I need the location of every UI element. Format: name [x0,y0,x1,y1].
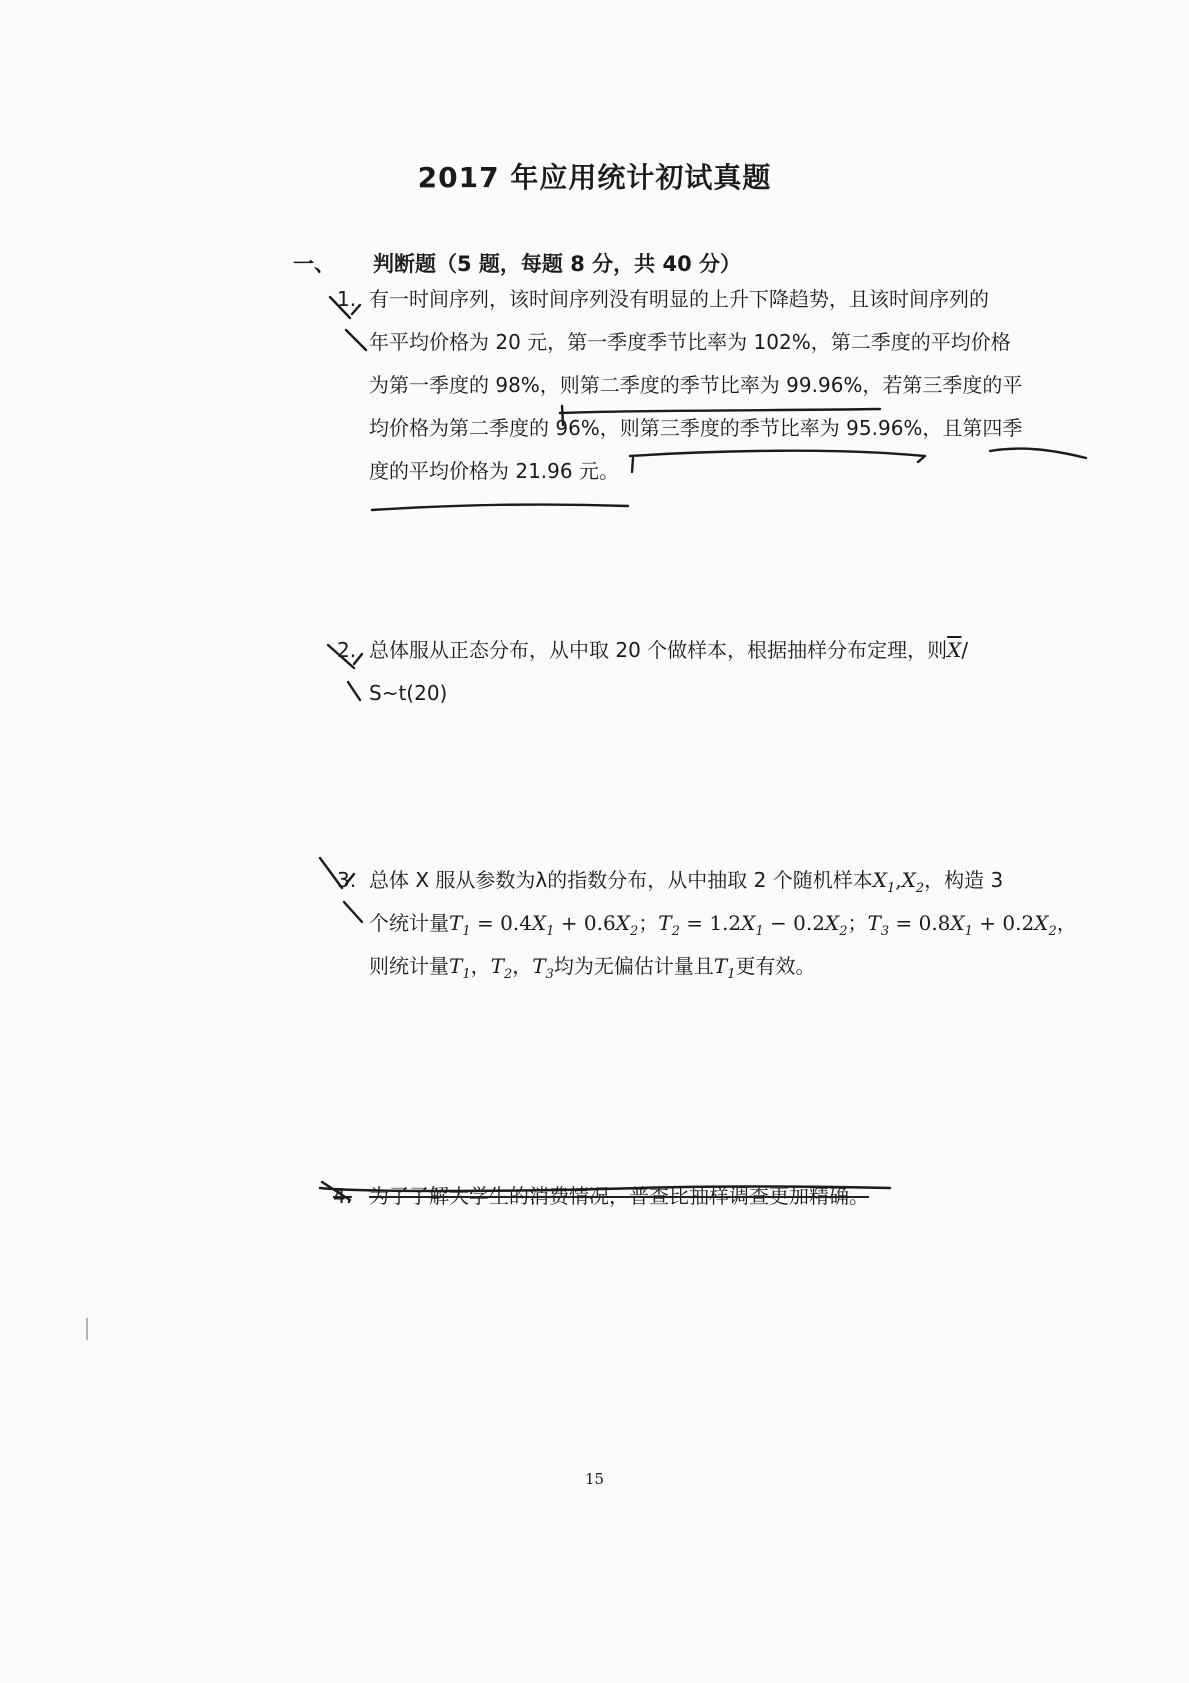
question-1-line-4: 均价格为第二季度的 96%，则第三季度的季节比率为 95.96%，且第四季 [369,416,1023,440]
statistic-t2: $T_2$ [490,954,513,982]
question-1-line-3: 为第一季度的 98%，则第二季度的季节比率为 99.96%，若第三季度的平 [369,373,1023,397]
statistic-t1: $T_1$ [449,954,471,982]
statistic-t2-equation: $T_2 = 1.2X_1 - 0.2X_2$ [658,911,848,939]
pen-underline-q1-price [372,505,628,510]
question-3-line-3-tail: 更有效。 [735,954,816,978]
question-3-text: 总体 X 服从参数为λ的指数分布，从中抽取 2 个随机样本 [369,868,873,892]
scan-artifact [86,1318,88,1340]
question-3-number: 3. [337,868,357,892]
section-heading [293,248,741,278]
statistic-t3-equation: $T_3 = 0.8X_1 + 0.2X_2$ [867,911,1057,939]
separator-1: ； [638,911,659,935]
question-3-line-3: 则统计量$T_1$，$T_2$，$T_3$均为无偏估计量且$T_1$更有效。 [369,954,816,982]
statistic-t1-efficient: $T_1$ [713,954,736,982]
question-2-text: 总体服从正态分布，从中取 20 个做样本，根据抽样分布定理，则 [369,638,948,662]
page-number: 15 [584,1470,605,1488]
statistic-t1-equation: $T_1 = 0.4X_1 + 0.6X_2$ [449,911,639,939]
question-4-number: 4. [333,1184,353,1208]
question-1-line-1: 有一时间序列，该时间序列没有明显的上升下降趋势，且该时间序列的 [369,287,989,311]
page-title: 2017 年应用统计初试真题 [417,161,772,194]
question-2-line-2: S~t(20) [369,681,448,705]
question-2-number: 2. [337,638,357,662]
question-3-line-3-mid: 均为无偏估计量且 [553,954,714,978]
separator-2: ； [847,911,868,935]
pen-underline-q1-fourth [990,449,1086,458]
question-4-line-1: 为了了解大学生的消费情况，普查比抽样调查更加精确。 [369,1184,869,1208]
section-title: 判断题（5 题，每题 8 分，共 40 分） [373,252,742,276]
section-number: 一、 [293,252,335,276]
question-1-line-5: 度的平均价格为 21.96 元。 [369,459,619,483]
question-3-line-1-tail: ，构造 3 [924,868,1004,892]
pen-underline-q1-rate3 [630,451,925,472]
question-3-line-2 [369,909,1077,946]
question-1-number: 1. [337,287,357,311]
question-3-prefix: 个统计量 [369,911,449,935]
question-3-line-3-prefix: 则统计量 [369,954,449,978]
question-2-slash: / [961,638,969,662]
question-1-line-2: 年平均价格为 20 元，第一季度季节比率为 102%，第二季度的平均价格 [369,330,1011,354]
question-3-line-1 [369,866,1003,903]
question-2-line-1 [369,636,968,664]
sample-variables: $X_1,X_2$ [872,868,925,896]
statistic-t3: $T_3$ [532,954,554,982]
separator-3: ， [1056,911,1077,935]
sample-mean-symbol: $\overline{X}$ [947,638,962,662]
